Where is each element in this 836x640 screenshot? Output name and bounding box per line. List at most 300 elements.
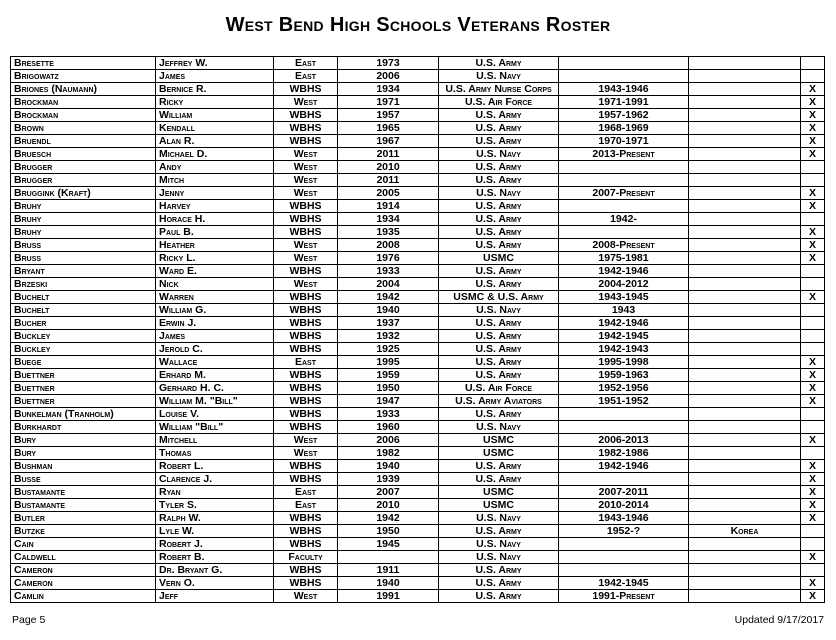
branch-cell: U.S. Army — [439, 473, 559, 486]
grad-year-cell: 1937 — [338, 317, 439, 330]
last-name-cell: Camlin — [11, 590, 156, 603]
table-row — [11, 304, 825, 317]
last-name-cell: Buettner — [11, 369, 156, 382]
conflict-cell — [689, 213, 801, 226]
deceased-mark-cell: X — [801, 499, 825, 512]
deceased-mark-cell: X — [801, 187, 825, 200]
service-years-cell: 2007-Present — [559, 187, 689, 200]
deceased-mark-cell: X — [801, 291, 825, 304]
conflict-cell — [689, 291, 801, 304]
school-cell: WBHS — [274, 343, 338, 356]
service-years-cell: 2013-Present — [559, 148, 689, 161]
grad-year-cell: 1932 — [338, 330, 439, 343]
branch-cell: U.S. Army — [439, 278, 559, 291]
branch-cell: U.S. Army — [439, 109, 559, 122]
deceased-mark-cell: X — [801, 473, 825, 486]
table-row — [11, 122, 825, 135]
grad-year-cell: 1960 — [338, 421, 439, 434]
table-row — [11, 83, 825, 96]
service-years-cell — [559, 538, 689, 551]
last-name-cell: Buckley — [11, 343, 156, 356]
first-name-cell: Gerhard H. C. — [156, 382, 274, 395]
grad-year-cell: 1945 — [338, 538, 439, 551]
last-name-cell: Bruesch — [11, 148, 156, 161]
branch-cell: U.S. Army — [439, 343, 559, 356]
table-row — [11, 148, 825, 161]
grad-year-cell: 1973 — [338, 57, 439, 70]
deceased-mark-cell — [801, 408, 825, 421]
service-years-cell: 1959-1963 — [559, 369, 689, 382]
branch-cell: U.S. Army — [439, 174, 559, 187]
service-years-cell: 2004-2012 — [559, 278, 689, 291]
last-name-cell: Bresette — [11, 57, 156, 70]
grad-year-cell: 1911 — [338, 564, 439, 577]
school-cell: WBHS — [274, 304, 338, 317]
school-cell: WBHS — [274, 538, 338, 551]
conflict-cell — [689, 538, 801, 551]
school-cell: WBHS — [274, 525, 338, 538]
grad-year-cell: 1940 — [338, 577, 439, 590]
school-cell: WBHS — [274, 122, 338, 135]
first-name-cell: Erwin J. — [156, 317, 274, 330]
branch-cell: U.S. Army — [439, 213, 559, 226]
school-cell: West — [274, 96, 338, 109]
service-years-cell — [559, 161, 689, 174]
grad-year-cell: 2005 — [338, 187, 439, 200]
table-row — [11, 356, 825, 369]
deceased-mark-cell: X — [801, 109, 825, 122]
first-name-cell: Ryan — [156, 486, 274, 499]
service-years-cell: 2010-2014 — [559, 499, 689, 512]
deceased-mark-cell — [801, 70, 825, 83]
last-name-cell: Cain — [11, 538, 156, 551]
first-name-cell: Andy — [156, 161, 274, 174]
school-cell: WBHS — [274, 226, 338, 239]
conflict-cell — [689, 83, 801, 96]
table-row — [11, 473, 825, 486]
conflict-cell — [689, 187, 801, 200]
branch-cell: U.S. Army — [439, 135, 559, 148]
table-row — [11, 486, 825, 499]
service-years-cell — [559, 174, 689, 187]
first-name-cell: Ricky L. — [156, 252, 274, 265]
grad-year-cell: 1934 — [338, 213, 439, 226]
service-years-cell: 1952-? — [559, 525, 689, 538]
school-cell: WBHS — [274, 317, 338, 330]
conflict-cell — [689, 434, 801, 447]
table-row — [11, 551, 825, 564]
school-cell: WBHS — [274, 473, 338, 486]
deceased-mark-cell — [801, 343, 825, 356]
grad-year-cell: 1933 — [338, 265, 439, 278]
deceased-mark-cell: X — [801, 486, 825, 499]
last-name-cell: Buettner — [11, 395, 156, 408]
deceased-mark-cell: X — [801, 369, 825, 382]
grad-year-cell: 1947 — [338, 395, 439, 408]
first-name-cell: Robert J. — [156, 538, 274, 551]
service-years-cell: 1968-1969 — [559, 122, 689, 135]
service-years-cell: 1970-1971 — [559, 135, 689, 148]
table-row — [11, 590, 825, 603]
conflict-cell — [689, 499, 801, 512]
grad-year-cell — [338, 551, 439, 564]
service-years-cell: 1942-1945 — [559, 330, 689, 343]
grad-year-cell: 2008 — [338, 239, 439, 252]
branch-cell: USMC — [439, 434, 559, 447]
last-name-cell: Bruss — [11, 252, 156, 265]
branch-cell: U.S. Air Force — [439, 96, 559, 109]
table-row — [11, 330, 825, 343]
conflict-cell — [689, 265, 801, 278]
school-cell: East — [274, 70, 338, 83]
table-row — [11, 382, 825, 395]
table-row — [11, 343, 825, 356]
table-row — [11, 395, 825, 408]
first-name-cell: Harvey — [156, 200, 274, 213]
last-name-cell: Buege — [11, 356, 156, 369]
last-name-cell: Bunkelman (Tranholm) — [11, 408, 156, 421]
branch-cell: U.S. Army — [439, 317, 559, 330]
table-row — [11, 252, 825, 265]
branch-cell: USMC — [439, 447, 559, 460]
branch-cell: U.S. Navy — [439, 512, 559, 525]
conflict-cell — [689, 239, 801, 252]
deceased-mark-cell: X — [801, 590, 825, 603]
branch-cell: U.S. Army — [439, 226, 559, 239]
service-years-cell: 1942-1946 — [559, 460, 689, 473]
school-cell: WBHS — [274, 109, 338, 122]
deceased-mark-cell — [801, 57, 825, 70]
conflict-cell — [689, 577, 801, 590]
grad-year-cell: 1991 — [338, 590, 439, 603]
last-name-cell: Bucher — [11, 317, 156, 330]
grad-year-cell: 2006 — [338, 434, 439, 447]
table-row — [11, 460, 825, 473]
table-row — [11, 161, 825, 174]
first-name-cell: Bernice R. — [156, 83, 274, 96]
grad-year-cell: 1965 — [338, 122, 439, 135]
grad-year-cell: 1942 — [338, 291, 439, 304]
table-row — [11, 109, 825, 122]
branch-cell: U.S. Army — [439, 161, 559, 174]
service-years-cell — [559, 551, 689, 564]
table-row — [11, 57, 825, 70]
first-name-cell: Robert B. — [156, 551, 274, 564]
conflict-cell — [689, 408, 801, 421]
deceased-mark-cell: X — [801, 252, 825, 265]
veterans-roster-table — [10, 56, 825, 603]
branch-cell: U.S. Army — [439, 122, 559, 135]
deceased-mark-cell — [801, 330, 825, 343]
table-row — [11, 265, 825, 278]
last-name-cell: Brockman — [11, 109, 156, 122]
conflict-cell — [689, 382, 801, 395]
first-name-cell: Wallace — [156, 356, 274, 369]
branch-cell: U.S. Army — [439, 265, 559, 278]
conflict-cell — [689, 460, 801, 473]
school-cell: East — [274, 356, 338, 369]
first-name-cell: Alan R. — [156, 135, 274, 148]
branch-cell: U.S. Army — [439, 564, 559, 577]
conflict-cell — [689, 148, 801, 161]
school-cell: WBHS — [274, 213, 338, 226]
table-row — [11, 278, 825, 291]
service-years-cell: 1982-1986 — [559, 447, 689, 460]
first-name-cell: Heather — [156, 239, 274, 252]
first-name-cell: Ward E. — [156, 265, 274, 278]
grad-year-cell: 1934 — [338, 83, 439, 96]
conflict-cell — [689, 421, 801, 434]
school-cell: West — [274, 252, 338, 265]
conflict-cell — [689, 473, 801, 486]
service-years-cell: 1971-1991 — [559, 96, 689, 109]
grad-year-cell: 2004 — [338, 278, 439, 291]
service-years-cell: 1943-1946 — [559, 83, 689, 96]
first-name-cell: Warren — [156, 291, 274, 304]
branch-cell: U.S. Army — [439, 460, 559, 473]
service-years-cell: 1942- — [559, 213, 689, 226]
branch-cell: U.S. Navy — [439, 421, 559, 434]
deceased-mark-cell — [801, 304, 825, 317]
service-years-cell: 1995-1998 — [559, 356, 689, 369]
last-name-cell: Butler — [11, 512, 156, 525]
last-name-cell: Brugger — [11, 161, 156, 174]
last-name-cell: Burkhardt — [11, 421, 156, 434]
last-name-cell: Brugger — [11, 174, 156, 187]
table-row — [11, 421, 825, 434]
first-name-cell: Tyler S. — [156, 499, 274, 512]
service-years-cell: 1943 — [559, 304, 689, 317]
grad-year-cell: 2011 — [338, 174, 439, 187]
deceased-mark-cell: X — [801, 434, 825, 447]
deceased-mark-cell: X — [801, 200, 825, 213]
school-cell: West — [274, 161, 338, 174]
table-row — [11, 499, 825, 512]
deceased-mark-cell: X — [801, 382, 825, 395]
school-cell: WBHS — [274, 382, 338, 395]
school-cell: WBHS — [274, 564, 338, 577]
conflict-cell — [689, 174, 801, 187]
deceased-mark-cell — [801, 161, 825, 174]
conflict-cell — [689, 96, 801, 109]
service-years-cell — [559, 564, 689, 577]
school-cell: WBHS — [274, 330, 338, 343]
school-cell: WBHS — [274, 291, 338, 304]
last-name-cell: Brockman — [11, 96, 156, 109]
conflict-cell — [689, 226, 801, 239]
grad-year-cell: 1957 — [338, 109, 439, 122]
grad-year-cell: 1933 — [338, 408, 439, 421]
table-row — [11, 525, 825, 538]
first-name-cell: Mitchell — [156, 434, 274, 447]
conflict-cell — [689, 447, 801, 460]
deceased-mark-cell: X — [801, 512, 825, 525]
last-name-cell: Cameron — [11, 577, 156, 590]
branch-cell: U.S. Army — [439, 577, 559, 590]
first-name-cell: James — [156, 330, 274, 343]
deceased-mark-cell: X — [801, 83, 825, 96]
table-row — [11, 564, 825, 577]
deceased-mark-cell — [801, 213, 825, 226]
first-name-cell: Lyle W. — [156, 525, 274, 538]
branch-cell: U.S. Army Nurse Corps — [439, 83, 559, 96]
table-row — [11, 239, 825, 252]
conflict-cell — [689, 356, 801, 369]
branch-cell: U.S. Army — [439, 408, 559, 421]
last-name-cell: Briones (Naumann) — [11, 83, 156, 96]
deceased-mark-cell — [801, 278, 825, 291]
first-name-cell: William M. "Bill" — [156, 395, 274, 408]
branch-cell: USMC — [439, 499, 559, 512]
last-name-cell: Bruhy — [11, 200, 156, 213]
branch-cell: U.S. Army — [439, 239, 559, 252]
first-name-cell: Erhard M. — [156, 369, 274, 382]
last-name-cell: Bury — [11, 434, 156, 447]
school-cell: West — [274, 187, 338, 200]
last-name-cell: Butzke — [11, 525, 156, 538]
conflict-cell — [689, 70, 801, 83]
service-years-cell: 2007-2011 — [559, 486, 689, 499]
school-cell: East — [274, 499, 338, 512]
first-name-cell: Mitch — [156, 174, 274, 187]
table-row — [11, 96, 825, 109]
school-cell: WBHS — [274, 395, 338, 408]
deceased-mark-cell: X — [801, 226, 825, 239]
last-name-cell: Bruggink (Kraft) — [11, 187, 156, 200]
table-row — [11, 369, 825, 382]
branch-cell: U.S. Navy — [439, 148, 559, 161]
first-name-cell: Kendall — [156, 122, 274, 135]
table-row — [11, 317, 825, 330]
deceased-mark-cell — [801, 564, 825, 577]
school-cell: WBHS — [274, 369, 338, 382]
school-cell: WBHS — [274, 421, 338, 434]
service-years-cell: 1991-Present — [559, 590, 689, 603]
conflict-cell — [689, 369, 801, 382]
service-years-cell — [559, 421, 689, 434]
school-cell: West — [274, 434, 338, 447]
deceased-mark-cell: X — [801, 577, 825, 590]
table-row — [11, 187, 825, 200]
grad-year-cell: 1914 — [338, 200, 439, 213]
first-name-cell: Thomas — [156, 447, 274, 460]
conflict-cell — [689, 330, 801, 343]
conflict-cell — [689, 551, 801, 564]
service-years-cell — [559, 70, 689, 83]
first-name-cell: Jeff — [156, 590, 274, 603]
last-name-cell: Bustamante — [11, 486, 156, 499]
grad-year-cell: 1967 — [338, 135, 439, 148]
branch-cell: U.S. Army — [439, 590, 559, 603]
grad-year-cell: 1940 — [338, 460, 439, 473]
conflict-cell — [689, 122, 801, 135]
last-name-cell: Brzeski — [11, 278, 156, 291]
branch-cell: U.S. Navy — [439, 187, 559, 200]
deceased-mark-cell — [801, 265, 825, 278]
service-years-cell: 1957-1962 — [559, 109, 689, 122]
school-cell: WBHS — [274, 512, 338, 525]
school-cell: East — [274, 57, 338, 70]
school-cell: West — [274, 174, 338, 187]
last-name-cell: Bryant — [11, 265, 156, 278]
branch-cell: USMC & U.S. Army — [439, 291, 559, 304]
grad-year-cell: 2006 — [338, 70, 439, 83]
branch-cell: U.S. Army — [439, 356, 559, 369]
conflict-cell — [689, 486, 801, 499]
table-row — [11, 213, 825, 226]
first-name-cell: Michael D. — [156, 148, 274, 161]
grad-year-cell: 1971 — [338, 96, 439, 109]
branch-cell: U.S. Army Aviators — [439, 395, 559, 408]
deceased-mark-cell: X — [801, 460, 825, 473]
grad-year-cell: 1976 — [338, 252, 439, 265]
school-cell: West — [274, 239, 338, 252]
table-row — [11, 434, 825, 447]
grad-year-cell: 1995 — [338, 356, 439, 369]
deceased-mark-cell — [801, 421, 825, 434]
first-name-cell: William — [156, 109, 274, 122]
conflict-cell — [689, 57, 801, 70]
school-cell: West — [274, 447, 338, 460]
branch-cell: U.S. Army — [439, 330, 559, 343]
grad-year-cell: 1982 — [338, 447, 439, 460]
school-cell: Faculty — [274, 551, 338, 564]
first-name-cell: Robert L. — [156, 460, 274, 473]
grad-year-cell: 1925 — [338, 343, 439, 356]
branch-cell: U.S. Army — [439, 57, 559, 70]
last-name-cell: Bustamante — [11, 499, 156, 512]
conflict-cell — [689, 343, 801, 356]
branch-cell: U.S. Army — [439, 525, 559, 538]
conflict-cell — [689, 161, 801, 174]
conflict-cell: Korea — [689, 525, 801, 538]
service-years-cell: 1943-1945 — [559, 291, 689, 304]
table-row — [11, 174, 825, 187]
school-cell: WBHS — [274, 265, 338, 278]
school-cell: West — [274, 148, 338, 161]
first-name-cell: Louise V. — [156, 408, 274, 421]
conflict-cell — [689, 252, 801, 265]
first-name-cell: William G. — [156, 304, 274, 317]
page-number: Page 5 — [12, 614, 46, 626]
branch-cell: U.S. Navy — [439, 538, 559, 551]
first-name-cell: James — [156, 70, 274, 83]
service-years-cell: 2006-2013 — [559, 434, 689, 447]
service-years-cell — [559, 57, 689, 70]
grad-year-cell: 2007 — [338, 486, 439, 499]
last-name-cell: Brown — [11, 122, 156, 135]
grad-year-cell: 1950 — [338, 525, 439, 538]
first-name-cell: Horace H. — [156, 213, 274, 226]
table-row — [11, 447, 825, 460]
conflict-cell — [689, 395, 801, 408]
service-years-cell: 1942-1946 — [559, 265, 689, 278]
roster-title: West Bend High Schools Veterans Roster — [225, 14, 611, 36]
grad-year-cell: 1940 — [338, 304, 439, 317]
first-name-cell: Paul B. — [156, 226, 274, 239]
conflict-cell — [689, 512, 801, 525]
deceased-mark-cell: X — [801, 239, 825, 252]
conflict-cell — [689, 278, 801, 291]
deceased-mark-cell: X — [801, 551, 825, 564]
deceased-mark-cell — [801, 317, 825, 330]
last-name-cell: Bruss — [11, 239, 156, 252]
table-row — [11, 408, 825, 421]
service-years-cell: 2008-Present — [559, 239, 689, 252]
service-years-cell: 1952-1956 — [559, 382, 689, 395]
conflict-cell — [689, 135, 801, 148]
grad-year-cell: 1935 — [338, 226, 439, 239]
